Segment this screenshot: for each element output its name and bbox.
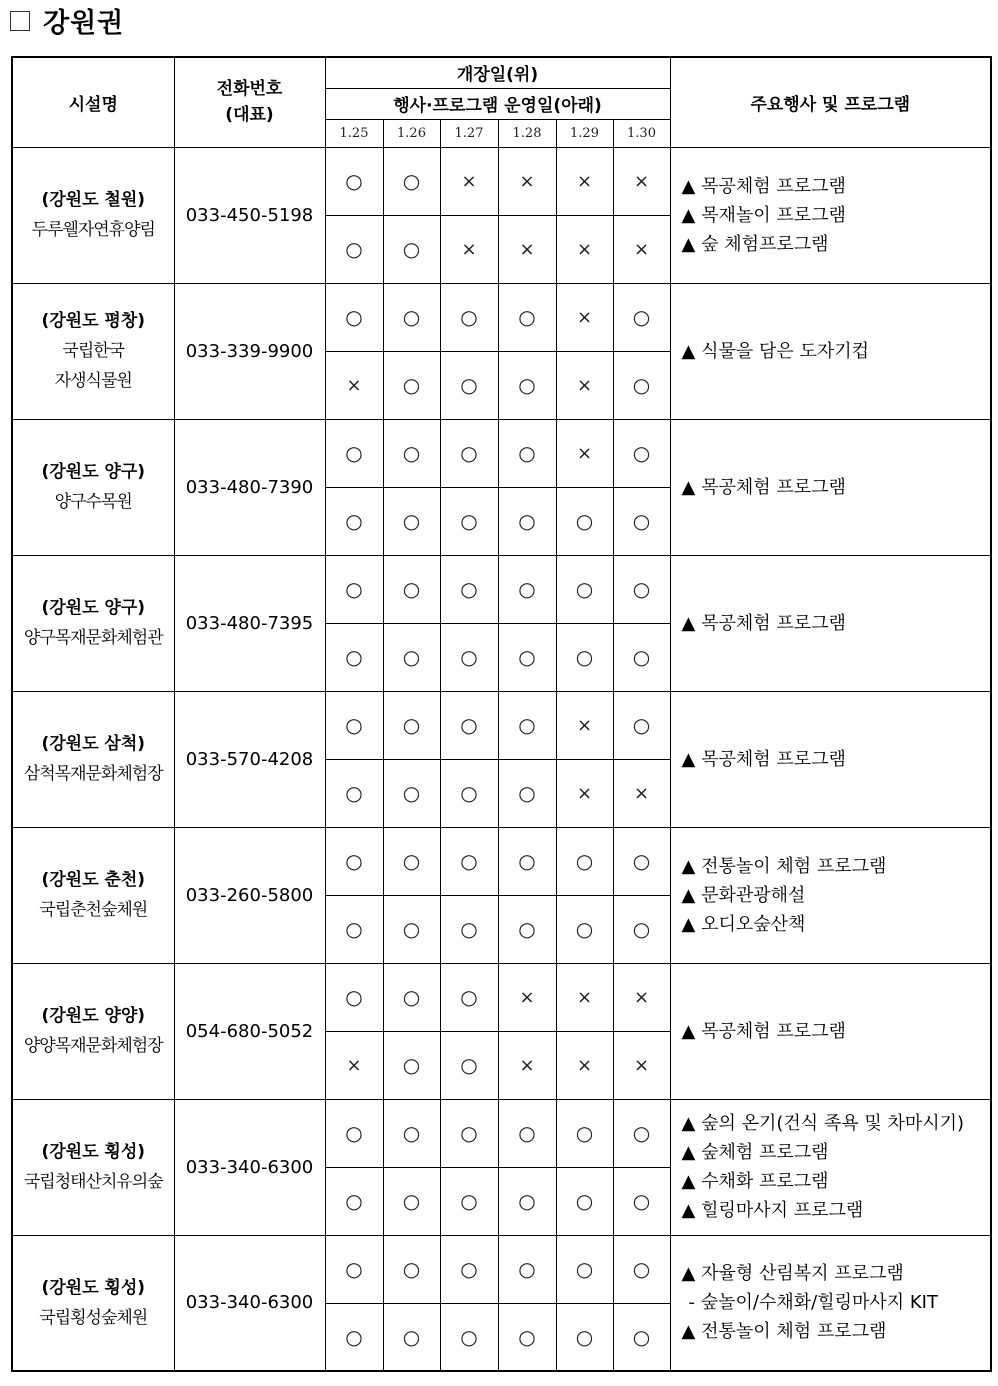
open-mark: ○ [613, 827, 670, 895]
open-mark: ○ [440, 1235, 498, 1303]
header-date: 1.25 [325, 119, 383, 147]
open-mark: ○ [383, 487, 440, 555]
closed-mark: × [613, 1031, 670, 1099]
open-mark: ○ [556, 623, 613, 691]
phone-number: 033-339-9900 [174, 283, 325, 419]
open-mark: ○ [383, 555, 440, 623]
open-mark: ○ [325, 147, 383, 215]
open-mark: ○ [440, 691, 498, 759]
open-mark: ○ [613, 283, 670, 351]
open-mark: ○ [325, 1303, 383, 1371]
open-mark: ○ [325, 419, 383, 487]
open-mark: ○ [498, 1303, 556, 1371]
phone-number: 033-340-6300 [174, 1099, 325, 1235]
header-date: 1.26 [383, 119, 440, 147]
program-item: ▲ 목재놀이 프로그램 [681, 204, 846, 226]
program-list [670, 419, 991, 555]
open-mark: ○ [325, 963, 383, 1031]
header-phone [174, 57, 325, 147]
phone-number: 033-450-5198 [174, 147, 325, 283]
open-mark: ○ [498, 623, 556, 691]
facility-schedule-table [11, 56, 992, 1372]
program-item: ▲ 목공체험 프로그램 [681, 175, 846, 197]
program-item: ▲ 숲의 온기(건식 족욕 및 차마시기) [681, 1113, 965, 1134]
facility-region: (강원도 양양) [41, 1006, 146, 1026]
program-item: ▲ 숲 체험프로그램 [681, 233, 829, 255]
open-mark: ○ [440, 1099, 498, 1167]
open-mark: ○ [440, 1303, 498, 1371]
facility-region: (강원도 철원) [41, 190, 146, 210]
open-mark: ○ [440, 1031, 498, 1099]
open-mark: ○ [383, 1303, 440, 1371]
open-mark: ○ [383, 283, 440, 351]
facility-name: 국립한국 [62, 341, 125, 361]
open-mark: ○ [498, 1167, 556, 1235]
facility-name: 양구목재문화체험관 [23, 628, 163, 648]
open-mark: ○ [498, 283, 556, 351]
facility-region: (강원도 횡성) [41, 1277, 146, 1298]
facility-name: 자생식물원 [54, 371, 132, 391]
table-row-open [12, 147, 991, 215]
open-mark: ○ [613, 555, 670, 623]
program-item: ▲ 목공체험 프로그램 [681, 1020, 846, 1042]
open-mark: ○ [325, 555, 383, 623]
open-mark: ○ [383, 147, 440, 215]
closed-mark: × [613, 759, 670, 827]
open-mark: ○ [498, 691, 556, 759]
facility-name-cell [12, 1235, 174, 1371]
program-list [670, 827, 991, 963]
closed-mark: × [556, 419, 613, 487]
program-item: ▲ 전통놀이 체험 프로그램 [681, 1321, 887, 1343]
open-mark: ○ [440, 827, 498, 895]
closed-mark: × [498, 147, 556, 215]
closed-mark: × [613, 147, 670, 215]
facility-name: 두루웰자연휴양림 [31, 220, 155, 240]
open-mark: ○ [440, 419, 498, 487]
phone-number: 033-480-7390 [174, 419, 325, 555]
program-list [670, 963, 991, 1099]
facility-region: (강원도 횡성) [41, 1142, 146, 1162]
closed-mark: × [556, 1031, 613, 1099]
empty-square-icon [10, 11, 30, 31]
closed-mark: × [498, 1031, 556, 1099]
facility-name-cell [12, 827, 174, 963]
program-item: ▲ 오디오숲산책 [681, 913, 806, 935]
open-mark: ○ [613, 623, 670, 691]
facility-name: 국립청태산치유의숲 [23, 1172, 163, 1192]
facility-region: (강원도 삼척) [41, 734, 146, 754]
closed-mark: × [440, 215, 498, 283]
closed-mark: × [613, 215, 670, 283]
header-phone-line1: 전화번호 [216, 79, 283, 100]
open-mark: ○ [613, 691, 670, 759]
closed-mark: × [325, 1031, 383, 1099]
program-item: - 숲놀이/수채화/힐링마사지 KIT [688, 1292, 938, 1314]
header-date: 1.27 [440, 119, 498, 147]
phone-number: 033-570-4208 [174, 691, 325, 827]
open-mark: ○ [613, 895, 670, 963]
open-mark: ○ [440, 555, 498, 623]
header-date: 1.28 [498, 119, 556, 147]
header-programs: 주요행사 및 프로그램 [670, 57, 991, 147]
open-mark: ○ [383, 419, 440, 487]
closed-mark: × [556, 147, 613, 215]
open-mark: ○ [498, 419, 556, 487]
closed-mark: × [325, 351, 383, 419]
program-item: ▲ 전통놀이 체험 프로그램 [681, 855, 887, 877]
open-mark: ○ [325, 623, 383, 691]
header-date: 1.29 [556, 119, 613, 147]
program-item: ▲ 목공체험 프로그램 [681, 748, 846, 770]
facility-name-cell [12, 1099, 174, 1235]
table-row-open [12, 555, 991, 623]
open-mark: ○ [325, 1235, 383, 1303]
facility-name: 양구수목원 [54, 492, 132, 512]
open-mark: ○ [556, 1303, 613, 1371]
table-row-open [12, 963, 991, 1031]
open-mark: ○ [440, 623, 498, 691]
closed-mark: × [556, 759, 613, 827]
open-mark: ○ [556, 555, 613, 623]
open-mark: ○ [498, 351, 556, 419]
open-mark: ○ [440, 283, 498, 351]
open-mark: ○ [383, 691, 440, 759]
program-list [670, 1099, 991, 1235]
open-mark: ○ [383, 623, 440, 691]
table-row-open [12, 1235, 991, 1303]
facility-name-cell [12, 283, 174, 419]
closed-mark: × [556, 283, 613, 351]
table-row-open [12, 1099, 991, 1167]
open-mark: ○ [383, 1031, 440, 1099]
open-mark: ○ [383, 215, 440, 283]
program-item: ▲ 목공체험 프로그램 [681, 612, 846, 634]
program-item: ▲ 힐링마사지 프로그램 [681, 1200, 864, 1221]
open-mark: ○ [383, 895, 440, 963]
open-mark: ○ [383, 1235, 440, 1303]
open-mark: ○ [383, 963, 440, 1031]
program-item: ▲ 식물을 담은 도자기컵 [681, 340, 870, 362]
open-mark: ○ [440, 351, 498, 419]
facility-region: (강원도 평창) [41, 311, 146, 331]
open-mark: ○ [556, 827, 613, 895]
closed-mark: × [498, 963, 556, 1031]
open-mark: ○ [498, 827, 556, 895]
open-mark: ○ [325, 1099, 383, 1167]
closed-mark: × [556, 215, 613, 283]
facility-name-cell [12, 691, 174, 827]
program-list [670, 283, 991, 419]
phone-number: 033-340-6300 [174, 1235, 325, 1371]
open-mark: ○ [325, 487, 383, 555]
program-item: ▲ 목공체험 프로그램 [681, 476, 846, 498]
open-mark: ○ [498, 759, 556, 827]
phone-number: 033-480-7395 [174, 555, 325, 691]
phone-number: 033-260-5800 [174, 827, 325, 963]
facility-name-cell [12, 147, 174, 283]
program-item: ▲ 문화관광해설 [681, 884, 806, 906]
open-mark: ○ [383, 759, 440, 827]
facility-name: 삼척목재문화체험장 [23, 764, 163, 784]
open-mark: ○ [440, 759, 498, 827]
closed-mark: × [440, 147, 498, 215]
header-phone-line2: (대표) [225, 105, 274, 126]
facility-region: (강원도 춘천) [41, 870, 146, 890]
table-row-open [12, 691, 991, 759]
open-mark: ○ [440, 963, 498, 1031]
facility-name: 국립횡성숲체원 [39, 1307, 148, 1328]
open-mark: ○ [440, 1167, 498, 1235]
open-mark: ○ [498, 895, 556, 963]
open-mark: ○ [498, 1099, 556, 1167]
header-schedule-top: 개장일(위) [325, 57, 670, 88]
program-item: ▲ 수채화 프로그램 [681, 1171, 829, 1192]
open-mark: ○ [325, 895, 383, 963]
open-mark: ○ [613, 1099, 670, 1167]
open-mark: ○ [556, 1099, 613, 1167]
facility-region: (강원도 양구) [41, 462, 146, 482]
open-mark: ○ [498, 1235, 556, 1303]
open-mark: ○ [498, 487, 556, 555]
closed-mark: × [556, 963, 613, 1031]
open-mark: ○ [325, 759, 383, 827]
program-list [670, 147, 991, 283]
open-mark: ○ [325, 827, 383, 895]
open-mark: ○ [556, 1167, 613, 1235]
facility-name-cell [12, 555, 174, 691]
program-item: ▲ 숲체험 프로그램 [681, 1142, 829, 1163]
facility-name-cell [12, 419, 174, 555]
closed-mark: × [556, 351, 613, 419]
program-list [670, 555, 991, 691]
phone-number: 054-680-5052 [174, 963, 325, 1099]
closed-mark: × [613, 963, 670, 1031]
section-title [10, 2, 124, 38]
open-mark: ○ [613, 351, 670, 419]
facility-region: (강원도 양구) [41, 598, 146, 618]
closed-mark: × [556, 691, 613, 759]
table-row-open [12, 827, 991, 895]
open-mark: ○ [613, 1167, 670, 1235]
facility-name-cell [12, 963, 174, 1099]
table-body [12, 147, 991, 1371]
open-mark: ○ [325, 691, 383, 759]
open-mark: ○ [613, 487, 670, 555]
open-mark: ○ [613, 419, 670, 487]
facility-name: 국립춘천숲체원 [39, 900, 148, 920]
program-list [670, 691, 991, 827]
open-mark: ○ [440, 895, 498, 963]
open-mark: ○ [325, 1167, 383, 1235]
header-date: 1.30 [613, 119, 670, 147]
header-facility: 시설명 [12, 57, 174, 147]
section-title-text: 강원권 [43, 7, 125, 39]
program-list [670, 1235, 991, 1371]
open-mark: ○ [325, 283, 383, 351]
open-mark: ○ [383, 1099, 440, 1167]
open-mark: ○ [556, 895, 613, 963]
table-row-open [12, 419, 991, 487]
open-mark: ○ [383, 351, 440, 419]
open-mark: ○ [383, 1167, 440, 1235]
closed-mark: × [498, 215, 556, 283]
open-mark: ○ [498, 555, 556, 623]
open-mark: ○ [613, 1235, 670, 1303]
facility-name: 양양목재문화체험장 [23, 1036, 163, 1056]
open-mark: ○ [440, 487, 498, 555]
header-schedule-bottom: 행사·프로그램 운영일(아래) [325, 88, 670, 119]
open-mark: ○ [383, 827, 440, 895]
open-mark: ○ [325, 215, 383, 283]
program-item: ▲ 자율형 산림복지 프로그램 [681, 1263, 904, 1285]
table-row-open [12, 283, 991, 351]
open-mark: ○ [556, 1235, 613, 1303]
open-mark: ○ [613, 1303, 670, 1371]
open-mark: ○ [556, 487, 613, 555]
